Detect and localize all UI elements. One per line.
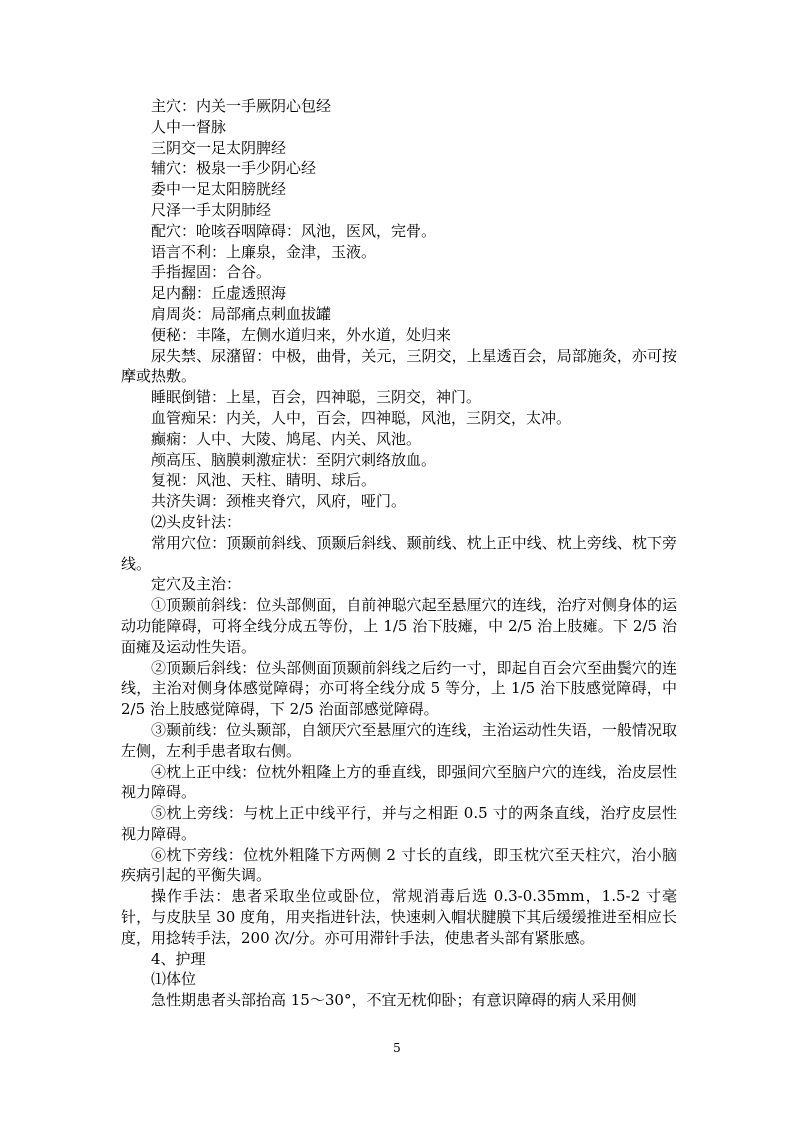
paragraph: 人中一督脉 (151, 117, 227, 136)
paragraph: 癫痫：人中、大陵、鸠尾、内关、风池。 (151, 429, 422, 448)
paragraph: ①顶颞前斜线：位头部侧面，自前神聪穴起至悬厘穴的连线，治疗对侧身体的运动功能障碍，可将全线分成五等份，上 1/5 治下肢瘫，中 2/5 治上肢瘫。下 2/5 治面瘫及运动性失语。 (121, 596, 677, 656)
paragraph: 便秘：丰隆，左侧水道归来，外水道，处归来 (151, 325, 452, 344)
page-number: 5 (393, 1041, 401, 1055)
paragraph: 4、护理 (151, 949, 206, 968)
paragraph: 手指握固：合谷。 (151, 263, 272, 282)
paragraph: ②顶颞后斜线：位头部侧面顶颞前斜线之后约一寸，即起自百会穴至曲鬓穴的连线，主治对侧身体感觉障碍；亦可将全线分成 5 等分，上 1/5 治下肢感觉障碍，中 2/5 治上肢感觉障碍，下 2/5 治面部感觉障碍。 (121, 658, 677, 719)
paragraph: 急性期患者头部抬高 15～30°，不宜无枕仰卧；有意识障碍的病人采用侧 (151, 991, 637, 1010)
paragraph: 定穴及主治： (151, 575, 242, 594)
paragraph: 主穴：内关一手厥阴心包经 (151, 97, 332, 115)
paragraph: ⑥枕下旁线：位枕外粗隆下方两侧 2 寸长的直线，即玉枕穴至天柱穴，治小脑疾病引起的平衡失调。 (121, 845, 677, 885)
paragraph: ⑴体位 (151, 970, 197, 989)
paragraph: ⑵头皮针法： (151, 512, 242, 531)
paragraph: 常用穴位：顶颞前斜线、顶颞后斜线、颞前线、枕上正中线、枕上旁线、枕下旁线。 (121, 533, 677, 573)
paragraph: 委中一足太阳膀胱经 (151, 180, 287, 199)
paragraph: 肩周炎：局部痛点刺血拔罐 (151, 304, 332, 323)
paragraph: 三阴交一足太阴脾经 (151, 138, 287, 157)
paragraph: 操作手法：患者采取坐位或卧位，常规消毒后选 0.3-0.35mm，1.5-2 寸毫针，与皮肤呈 30 度角，用夹指进针法，快速刺入帽状腱膜下其后缓缓推进至相应长度，用捻转手法，200 次/分。亦可用滞针手法，使患者头部有紧胀感。 (121, 887, 677, 947)
paragraph: 足内翻：丘虚透照海 (151, 284, 287, 303)
paragraph: 尿失禁、尿潴留：中极，曲骨，关元，三阴交，上星透百会，局部施灸，亦可按摩或热敷。 (121, 346, 677, 386)
document-body (121, 96, 677, 1011)
paragraph: ④枕上正中线：位枕外粗隆上方的垂直线，即强间穴至脑户穴的连线，治皮层性视力障碍。 (121, 762, 677, 802)
paragraph: ③颞前线：位头颞部，自颔厌穴至悬厘穴的连线，主治运动性失语，一般情况取左侧，左利手患者取右侧。 (121, 720, 677, 760)
paragraph: 颅高压、脑膜刺激症状：至阴穴刺络放血。 (151, 450, 437, 469)
paragraph: 血管痴呆：内关，人中，百会，四神聪，风池，三阴交，太冲。 (151, 408, 572, 427)
paragraph: 语言不利：上廉泉，金津，玉液。 (151, 242, 377, 261)
paragraph: 尺泽一手太阴肺经 (151, 200, 272, 219)
paragraph: 辅穴：极泉一手少阴心经 (151, 159, 317, 178)
paragraph: 睡眠倒错：上星，百会，四神聪，三阴交，神门。 (151, 388, 482, 407)
paragraph: 共济失调：颈椎夹脊穴，风府，哑门。 (151, 492, 407, 511)
paragraph: 配穴：呛咳吞咽障碍：风池，医风，完骨。 (151, 221, 437, 240)
paragraph: 复视：风池、天柱、睛明、球后。 (151, 471, 377, 490)
paragraph: ⑤枕上旁线：与枕上正中线平行，并与之相距 0.5 寸的两条直线，治疗皮层性视力障碍。 (121, 804, 677, 843)
